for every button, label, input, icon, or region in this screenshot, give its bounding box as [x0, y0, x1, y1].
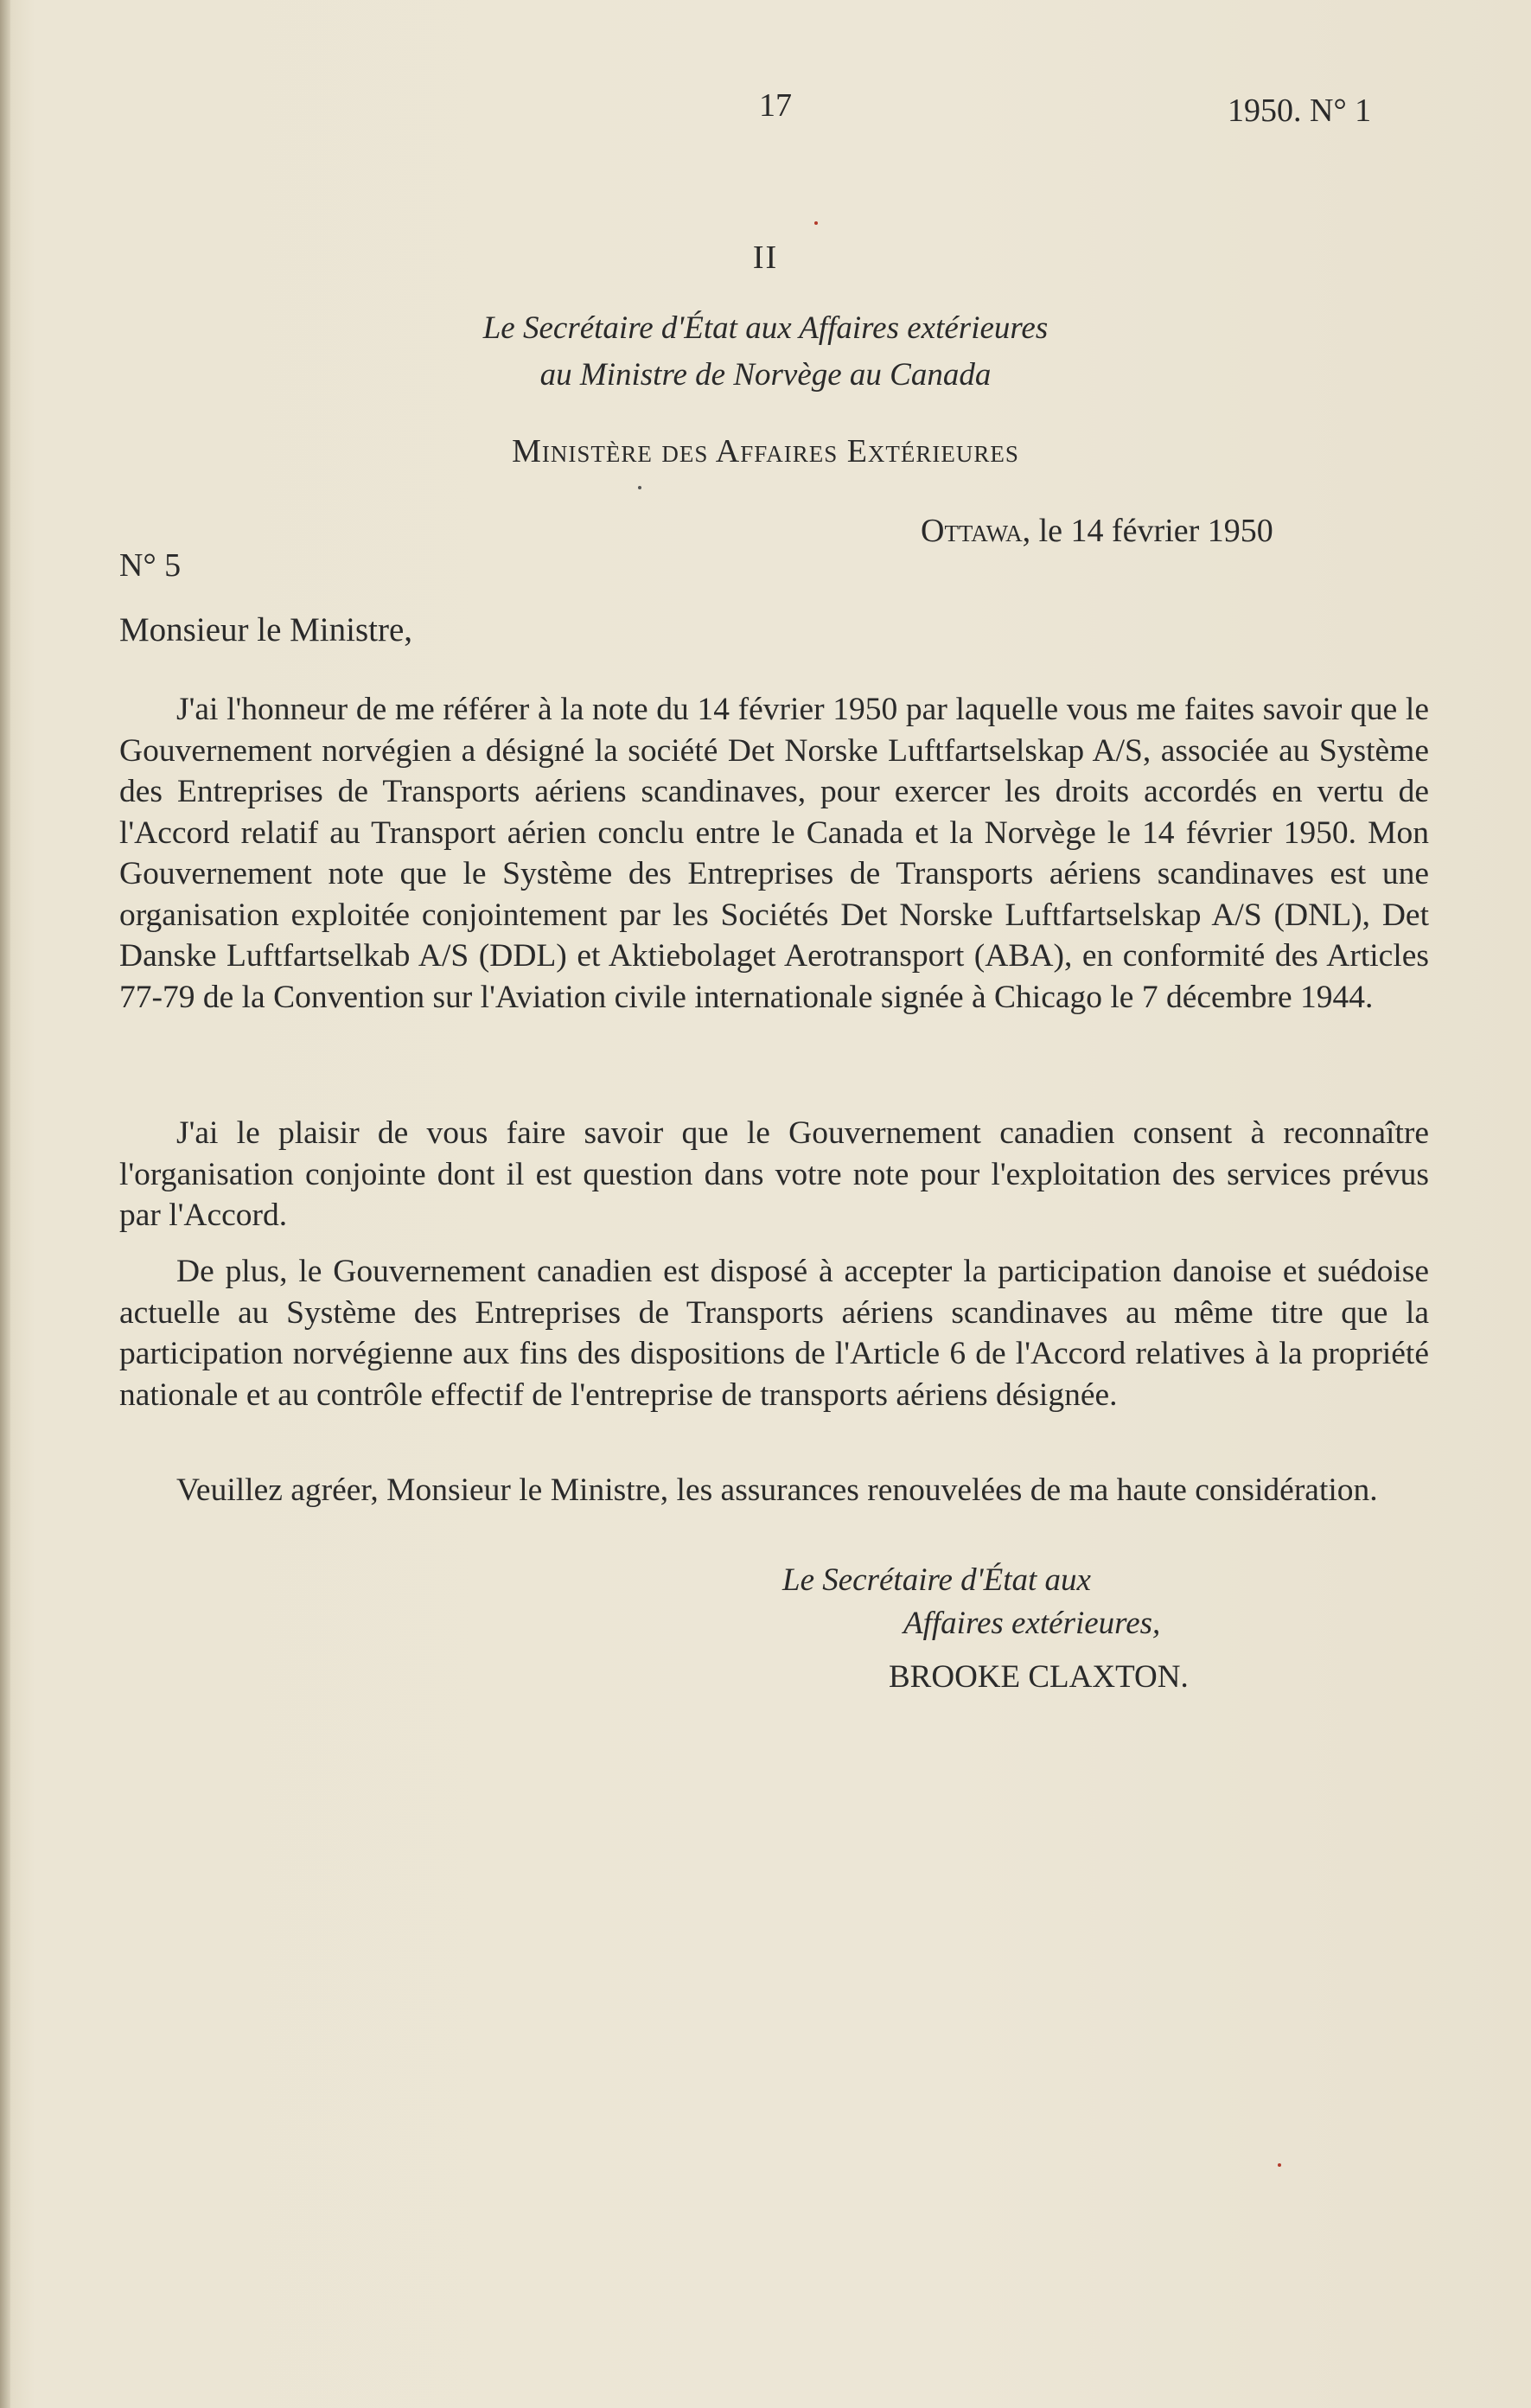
paper-speck [638, 486, 641, 489]
paragraph-3: De plus, le Gouvernement canadien est disposé à accepter la participation danoise et suédoise actuelle au Système des Entreprises de Transports aériens scandinaves au même titre que la participation norvégienne aux fins des dispositions de l'Article 6 de l'Accord relatives à la propriété nationale et au contrôle effectif de l'entreprise de transports aériens désignée. [119, 1254, 1429, 1413]
paragraph-2: J'ai le plaisir de vous faire savoir que le Gouvernement canadien consent à reconnaître l'organisation conjointe dont il est question dans votre note pour l'exploitation des services prévus par l'Accord. [119, 1115, 1429, 1233]
signature-title-line-2: Affaires extérieures, [903, 1606, 1161, 1641]
signature-name: BROOKE CLAXTON. [889, 1659, 1189, 1695]
paragraph-1: J'ai l'honneur de me référer à la note du 14 février 1950 par laquelle vous me faites savoir que le Gouvernement norvégien a désigné la société Det Norske Luftfartselskap A/S, associée au Système des Entreprises de Transports aériens scandinaves, pour exercer les droits accordés en vertu de l'Accord relatif au Transport aérien conclu entre le Canada et la Norvège le 14 février 1950. Mon Gouvernement note que le Système des Entreprises de Transports aériens scandinaves est une organisation exploitée conjointement par les Sociétés Det Norske Luftfartselskap A/S (DNL), Det Danske Luftfartselkab A/S (DDL) et Aktiebolaget Aerotransport (ABA), en conformité des Articles 77-79 de la Convention sur l'Aviation civile internationale signée à Chicago le 7 décembre 1944. [119, 692, 1429, 1015]
place-date [921, 512, 1273, 550]
place: Ottawa, [921, 513, 1031, 549]
section-number: II [752, 240, 779, 276]
issue-number: 1950. N° 1 [1228, 93, 1372, 129]
paragraph-4: Veuillez agréer, Monsieur le Ministre, les assurances renouvelées de ma haute considération. [176, 1472, 1378, 1508]
note-number: N° 5 [119, 547, 182, 584]
paper-speck [1278, 2163, 1281, 2167]
addressing-line-2: au Ministre de Norvège au Canada [539, 357, 992, 393]
ministry-heading: Ministère des Affaires Extérieures [512, 433, 1019, 469]
addressing-line-1: Le Secrétaire d'État aux Affaires extérieures [482, 310, 1049, 346]
salutation: Monsieur le Ministre, [119, 611, 413, 648]
page-number: 17 [759, 87, 792, 124]
paper-speck [814, 221, 818, 225]
date: le 14 février 1950 [1038, 513, 1273, 549]
signature-title-line-1: Le Secrétaire d'État aux [782, 1562, 1091, 1598]
